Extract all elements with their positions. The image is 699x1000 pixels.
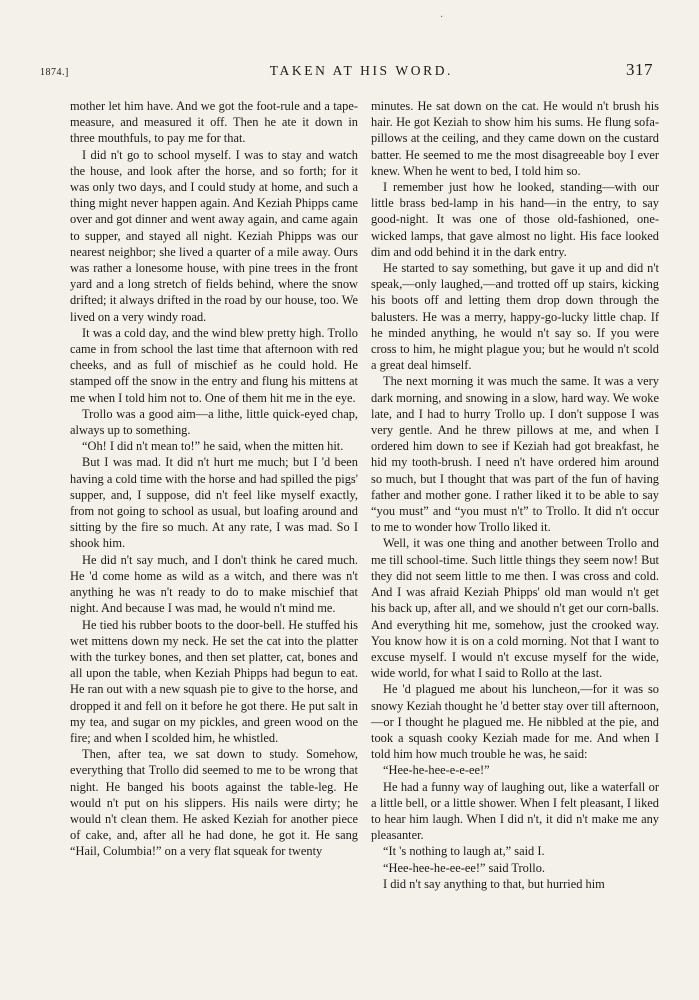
right-column — [371, 98, 659, 892]
paragraph: I did n't say anything to that, but hurried him — [383, 876, 605, 891]
header-year: 1874.] — [40, 67, 69, 78]
paragraph: The next morning it was much the same. It was a very dark morning, and snowing in a slow, hard way. We woke late, and I had to hurry Trollo up. I don't suppose I was very gentle. And he threw pillows at me, and when I ordered him down to see if Keziah had got breakfast, he hid my tooth-brush. I need n't have ordered him around so much, but I thought that was part of the fun of having father and mother gone. I rather liked it to be able to say “you must” and “you must n't” to Trollo. It did n't occur to me to wonder how Trollo liked it. — [371, 374, 659, 535]
paragraph: He tied his rubber boots to the door-bell. He stuffed his wet mittens down my neck. He set the cat into the platter with the turkey bones, and then set platter, cat, bones and all upon the table, when Keziah Phipps had begun to eat. He ran out with a new squash pie to give to the horse, and dropped it and fell on it before he got there. He put salt in my tea, and sugar on my pickles, and green wood on the fire; and when I scolded him, he whistled. — [70, 617, 358, 745]
paragraph: mother let him have. And we got the foot-rule and a tape-measure, and measured it off. Then he ate it down in three mouthfuls, to pay me for that. — [70, 99, 358, 146]
paragraph: minutes. He sat down on the cat. He would n't brush his hair. He got Keziah to show him his sums. He flung sofa-pillows at the ceiling, and they came down on the custard batter. He seemed to me the most disagreeable boy I ever knew. When he went to bed, I told him so. — [371, 99, 659, 178]
paragraph: He had a funny way of laughing out, like a waterfall or a little bell, or a little shower. When I felt pleasant, I liked to hear him laugh. When I did n't, it did n't make me any pleasanter. — [371, 779, 659, 843]
text-columns — [0, 98, 699, 978]
paragraph: He did n't say much, and I don't think he cared much. He 'd come home as wild as a witch, and there was n't anything he was n't ready to do to make mischief that night. And because I was mad, he would n't mind me. — [70, 552, 358, 616]
print-speck: · — [440, 12, 444, 23]
running-header — [40, 60, 653, 82]
paragraph: “It 's nothing to laugh at,” said I. — [383, 844, 545, 859]
paragraph: But I was mad. It did n't hurt me much; but I 'd been having a cold time with the horse and had spilled the pigs' supper, and, I suppose, did n't feel like myself exactly, from not going to school as usual, but loafing around and sitting by the fire so much. At any rate, I was mad. So I shook him. — [70, 455, 358, 551]
paragraph: Trollo was a good aim—a lithe, little quick-eyed chap, always up to something. — [70, 406, 358, 438]
paragraph: I did n't go to school myself. I was to stay and watch the house, and look after the horse, and so forth; for it was only two days, and I could study at home, and such a thing might never happen again. And Keziah Phipps came over and got dinner and went away again, and came again to supper, and stayed all night. Keziah Phipps was our nearest neighbor; she lived a quarter of a mile away. Ours was rather a lonesome house, with pine trees in the front yard and a long stretch of fields behind, where the snow drifted; it always drifted in the road by our house, too. We lived on a very windy road. — [70, 147, 359, 324]
page-number: 317 — [625, 60, 653, 79]
paragraph: “Oh! I did n't mean to!” he said, when the mitten hit. — [82, 439, 344, 454]
paragraph: I remember just how he looked, standing—with our little brass bed-lamp in his hand—in the entry, to say good-night. It was one of those old-fashioned, one-wicked lamps, that gave almost no light. His face looked dim and odd behind it in the dark entry. — [371, 180, 659, 259]
header-title: TAKEN AT HIS WORD. — [269, 63, 454, 78]
paragraph: “Hee-hee-he-ee-ee!” said Trollo. — [383, 860, 546, 875]
left-column — [70, 98, 358, 860]
paragraph: Then, after tea, we sat down to study. Somehow, everything that Trollo did seemed to me to be wrong that night. He banged his boots against the table-leg. He would n't put on his slippers. His nails were dirty; he would n't clean them. He asked Keziah for another piece of cake, and, after all he had done, he got it. He sang “Hail, Columbia!” on a very flat squeak for twenty — [70, 747, 358, 859]
paragraph: It was a cold day, and the wind blew pretty high. Trollo came in from school the last time that afternoon with red cheeks, and as full of mischief as he could hold. He stamped off the snow in the entry and flung his mittens at me when I told him not to. One of them hit me in the eye. — [70, 325, 358, 405]
paragraph: Well, it was one thing and another between Trollo and me till school-time. Such little things they seem now! But they did not seem little to me then. I was cross and cold. And I was afraid Keziah Phipps' old man would n't get his back up, after all, and we should n't get our corn-balls. And everything hit me, somehow, just the crooked way. You know how it is on a cold morning. Not that I want to excuse myself. I would n't excuse myself for the wide, wide world, for what I said to Rollo at the last. — [371, 536, 659, 681]
paragraph: He started to say something, but gave it up and did n't speak,—only laughed,—and trotted off up stairs, kicking his boots off and letting them drop down through the balusters. He was a merry, happy-go-lucky little chap. If he minded anything, he would n't say so. If you were cross to him, he might plague you; but he would n't scold a great deal himself. — [371, 261, 659, 373]
paragraph: “Hee-he-hee-e-e-ee!” — [383, 763, 490, 778]
paragraph: He 'd plagued me about his luncheon,—for it was so snowy Keziah thought he 'd better stay over till afternoon,—or I thought he plagued me. He nibbled at the pie, and took a squash cooky Keziah made for me. And when I told him how much trouble he was, he said: — [371, 682, 659, 762]
